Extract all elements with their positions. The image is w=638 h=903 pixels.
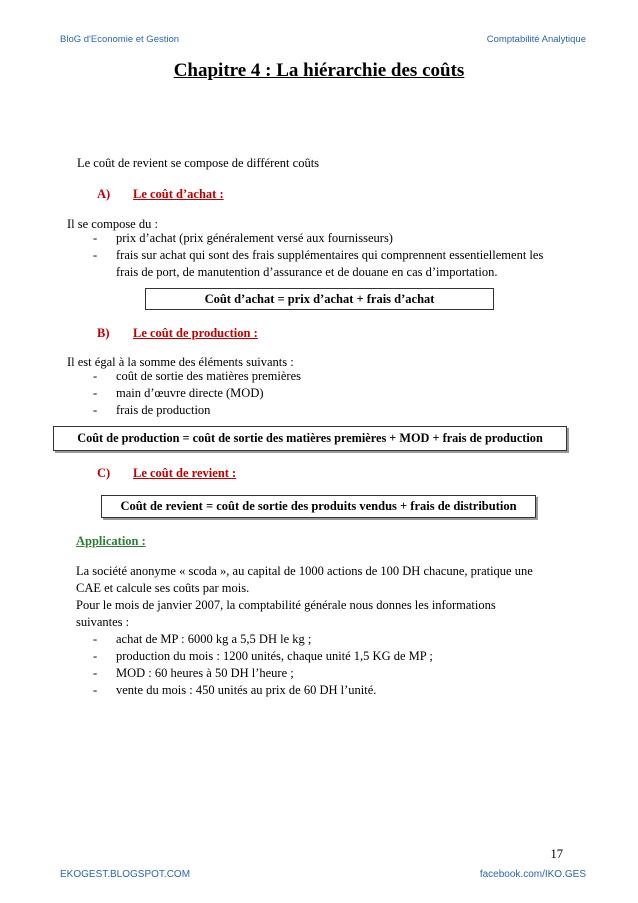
- list-item: - production du mois : 1200 unités, chaque unité 1,5 KG de MP ;: [93, 648, 433, 665]
- section-b-lead: Il est égal à la somme des éléments suivants :: [67, 355, 294, 369]
- list-item: - vente du mois : 450 unités au prix de 60 DH l’unité.: [93, 682, 433, 699]
- list-item: - coût de sortie des matières premières: [93, 368, 301, 385]
- header-blog-name: BloG d'Economie et Gestion: [60, 34, 180, 45]
- section-b-heading: Le coût de production :: [133, 326, 258, 340]
- section-a-lead: Il se compose du :: [67, 217, 158, 231]
- page-number: 17: [550, 847, 563, 861]
- section-a-list: [93, 230, 593, 281]
- section-b-letter: B): [97, 326, 110, 340]
- section-c-heading: Le coût de revient :: [133, 466, 237, 480]
- paragraph-line: suivantes :: [76, 615, 130, 629]
- header-subject: Comptabilité Analytique: [486, 34, 586, 45]
- list-item: - frais de production: [93, 402, 301, 419]
- paragraph-line: La société anonyme « scoda », au capital de 1000 actions de 100 DH chacune, pratique une: [76, 564, 533, 578]
- formula-box-production: Coût de production = coût de sortie des matières premières + MOD + frais de production: [53, 426, 567, 451]
- list-item: - main d’œuvre directe (MOD): [93, 385, 301, 402]
- application-paragraph: [76, 563, 533, 631]
- formula-box-achat: Coût d’achat = prix d’achat + frais d’achat: [145, 288, 494, 310]
- formula-box-revient: Coût de revient = coût de sortie des produits vendus + frais de distribution: [101, 495, 536, 518]
- section-a-letter: A): [97, 187, 111, 201]
- page-title: Chapitre 4 : La hiérarchie des coûts: [173, 60, 465, 81]
- list-item: - prix d’achat (prix généralement versé aux fournisseurs): [93, 230, 593, 247]
- section-b-list: [93, 368, 301, 419]
- paragraph-line: Pour le mois de janvier 2007, la comptabilité générale nous donnes les informations: [76, 598, 496, 612]
- footer-facebook-url[interactable]: facebook.com/IKO.GES: [479, 869, 586, 880]
- paragraph-line: CAE et calcule ses coûts par mois.: [76, 581, 250, 595]
- section-c-letter: C): [97, 466, 111, 480]
- list-item: - frais sur achat qui sont des frais supplémentaires qui comprennent essentiellement les: [93, 247, 593, 264]
- application-list: [93, 631, 433, 699]
- list-item: - achat de MP : 6000 kg a 5,5 DH le kg ;: [93, 631, 433, 648]
- list-item-continuation: frais de port, de manutention d’assurance et de douane en cas d’importation.: [116, 265, 498, 279]
- list-item: - MOD : 60 heures à 50 DH l’heure ;: [93, 665, 433, 682]
- intro-text: Le coût de revient se compose de différent coûts: [77, 156, 320, 170]
- footer-blog-url[interactable]: EKOGEST.BLOGSPOT.COM: [60, 869, 191, 880]
- application-heading: Application :: [76, 534, 146, 548]
- section-a-heading: Le coût d’achat :: [133, 187, 224, 201]
